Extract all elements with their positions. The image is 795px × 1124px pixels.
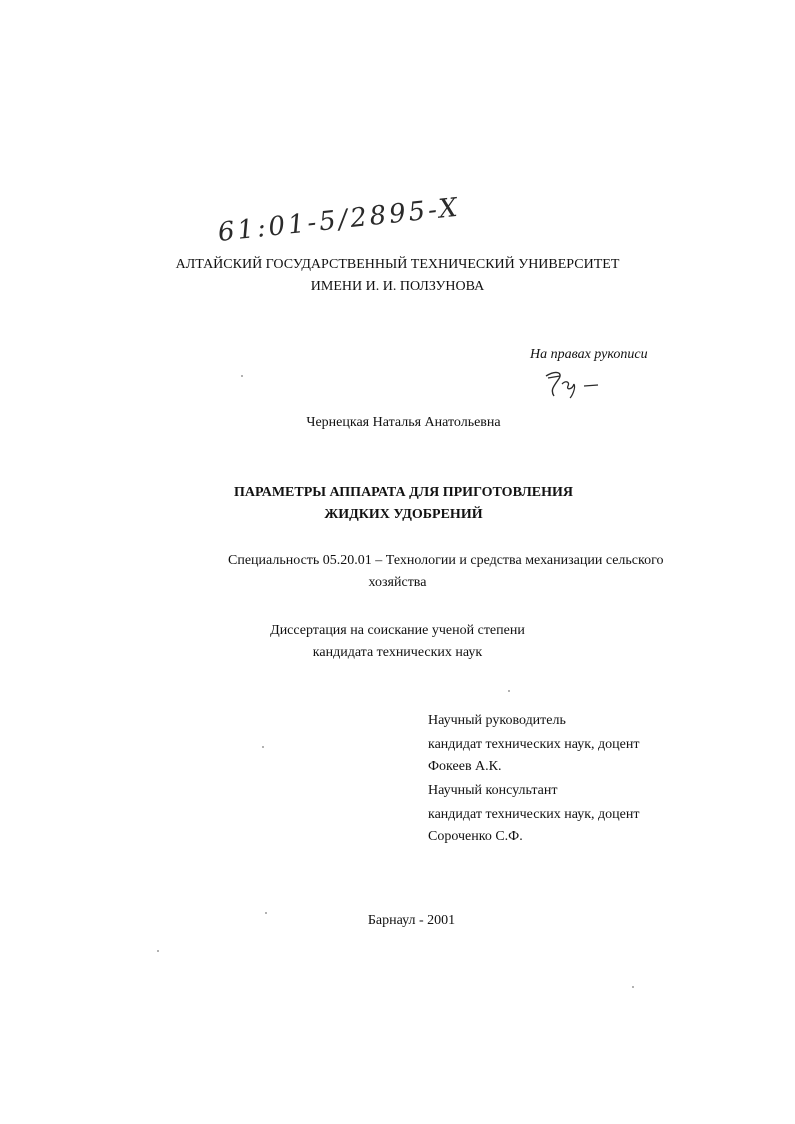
supervisor-degree: кандидат технических наук, доцент <box>428 737 640 752</box>
consultant-role: Научный консультант <box>428 783 558 798</box>
consultant-degree: кандидат технических наук, доцент <box>428 807 640 822</box>
consultant-name: Сороченко С.Ф. <box>428 829 523 844</box>
handwritten-archive-code: 61:01-5/2895-X <box>216 192 462 248</box>
dissertation-title-line1: ПАРАМЕТРЫ АППАРАТА ДЛЯ ПРИГОТОВЛЕНИЯ <box>233 485 574 500</box>
degree-line1: Диссертация на соискание ученой степени <box>270 623 525 638</box>
degree-line2: кандидата технических наук <box>312 645 483 660</box>
supervisor-role: Научный руководитель <box>428 713 566 728</box>
scan-speck <box>262 746 264 748</box>
specialty-line1: Специальность 05.20.01 – Технологии и средства механизации сельского <box>228 553 664 568</box>
scan-speck <box>157 950 159 952</box>
place-year: Барнаул - 2001 <box>367 913 456 928</box>
university-name-line1: АЛТАЙСКИЙ ГОСУДАРСТВЕННЫЙ ТЕХНИЧЕСКИЙ УНИВЕРСИТЕТ <box>175 257 620 272</box>
university-name-line2: ИМЕНИ И. И. ПОЛЗУНОВА <box>310 279 485 294</box>
scan-speck <box>265 912 267 914</box>
author-name: Чернецкая Наталья Анатольевна <box>306 415 501 430</box>
signature-image <box>542 366 602 400</box>
scan-speck <box>632 986 634 988</box>
supervisor-name: Фокеев А.К. <box>428 759 502 774</box>
dissertation-title-line2: ЖИДКИХ УДОБРЕНИЙ <box>324 507 483 522</box>
scan-speck <box>508 690 510 692</box>
scan-speck <box>241 375 243 377</box>
specialty-line2: хозяйства <box>368 575 427 590</box>
rights-note: На правах рукописи <box>530 347 648 362</box>
